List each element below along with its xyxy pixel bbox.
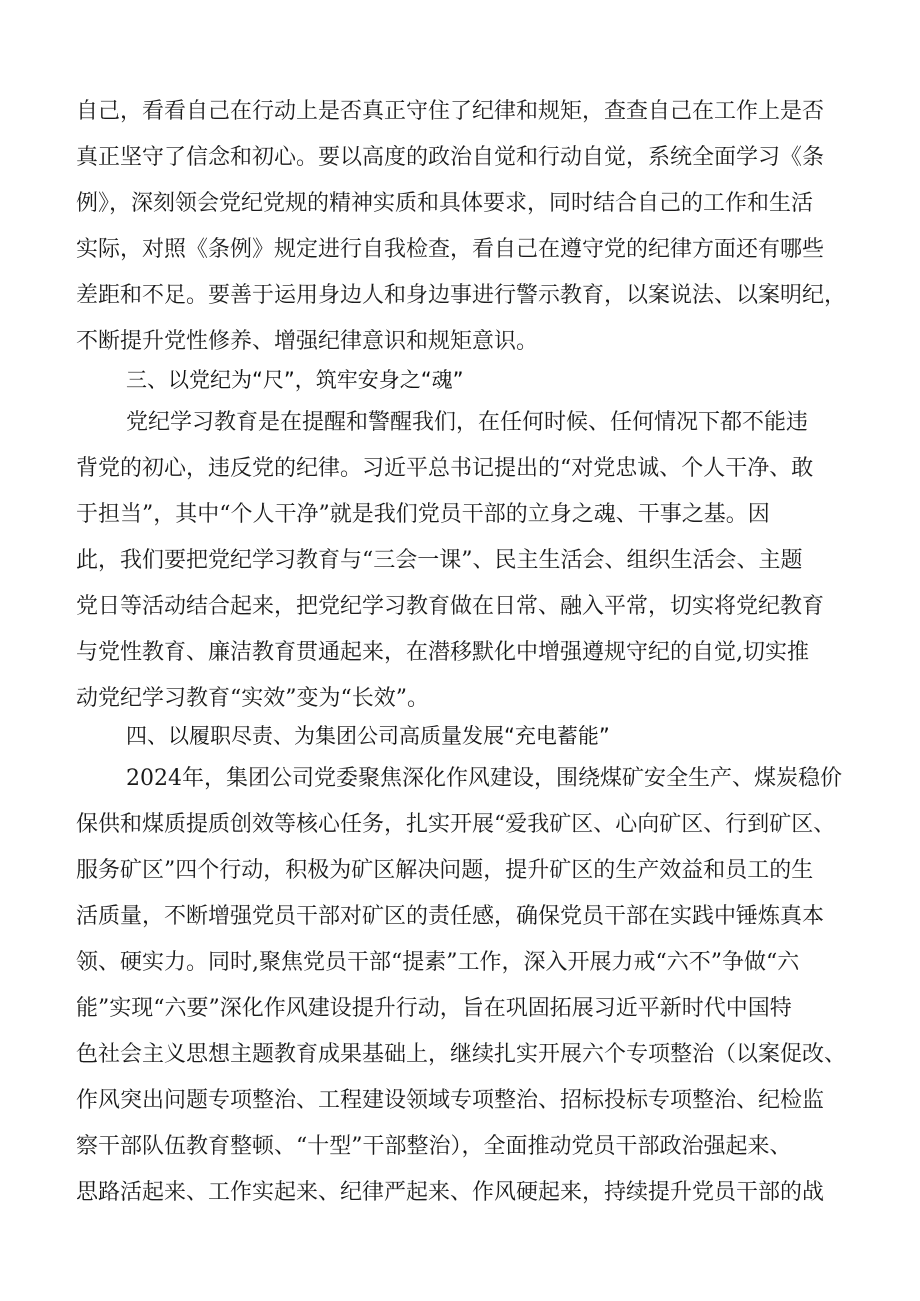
- section-heading-4: 四、以履职尽责、为集团公司高质量发展“充电蓄能”: [126, 724, 610, 748]
- paragraph-line: 领、硬实力。同时,聚焦党员干部“提素”工作，深入开展力戒“六不”争做“六: [76, 950, 800, 975]
- paragraph-line: 例》，深刻领会党纪党规的精神实质和具体要求，同时结合自己的工作和生活: [76, 191, 814, 216]
- paragraph-line: 自己，看看自己在行动上是否真正守住了纪律和规矩，查查自己在工作上是否: [76, 99, 825, 124]
- paragraph-line: 党日等活动结合起来，把党纪学习教育做在日常、融入平常，切实将党纪教育: [76, 594, 825, 619]
- paragraph-line: 差距和不足。要善于运用身边人和身边事进行警示教育，以案说法、以案明纪，: [76, 283, 847, 308]
- paragraph-line: 色社会主义思想主题教育成果基础上，继续扎实开展六个专项整治（以案促改、: [76, 1042, 847, 1067]
- paragraph-line: 作风突出问题专项整治、工程建设领域专项整治、招标投标专项整治、纪检监: [76, 1088, 825, 1113]
- paragraph-line: 服务矿区”四个行动，积极为矿区解决问题，提升矿区的生产效益和员工的生: [76, 858, 814, 883]
- paragraph-line: 活质量，不断增强党员干部对矿区的责任感，确保党员干部在实践中锤炼真本: [76, 904, 825, 929]
- paragraph-line: 2024年，集团公司党委聚焦深化作风建设，围绕煤矿安全生产、煤炭稳价: [126, 766, 842, 791]
- paragraph-line: 能”实现“六要”深化作风建设提升行动，旨在巩固拓展习近平新时代中国特: [76, 996, 792, 1021]
- paragraph-line: 动党纪学习教育“实效”变为“长效”。: [76, 686, 429, 711]
- paragraph-line: 党纪学习教育是在提醒和警醒我们，在任何时候、任何情况下都不能违: [126, 410, 809, 435]
- paragraph-line: 此，我们要把党纪学习教育与“三会一课”、民主生活会、组织生活会、主题: [76, 548, 803, 573]
- paragraph-line: 真正坚守了信念和初心。要以高度的政治自觉和行动自觉，系统全面学习《条: [76, 145, 825, 170]
- paragraph-line: 实际，对照《条例》规定进行自我检查，看自己在遵守党的纪律方面还有哪些: [76, 237, 825, 262]
- paragraph-line: 思路活起来、工作实起来、纪律严起来、作风硬起来，持续提升党员干部的战: [76, 1180, 825, 1205]
- paragraph-line: 不断提升党性修养、增强纪律意识和规矩意识。: [76, 329, 539, 354]
- paragraph-line: 背党的初心，违反党的纪律。习近平总书记提出的“对党忠诚、个人干净、敢: [76, 456, 814, 481]
- paragraph-line: 察干部队伍教育整顿、“十型”干部整治），全面推动党员干部政治强起来、: [76, 1134, 792, 1159]
- paragraph-line: 保供和煤质提质创效等核心任务，扎实开展“爱我矿区、心向矿区、行到矿区、: [76, 812, 836, 837]
- paragraph-line: 与党性教育、廉洁教育贯通起来，在潜移默化中增强遵规守纪的自觉,切实推: [76, 640, 809, 665]
- paragraph-line: 于担当”，其中“个人干净”就是我们党员干部的立身之魂、干事之基。因: [76, 502, 770, 527]
- section-heading-3: 三、以党纪为“尺”，筑牢安身之“魂”: [126, 368, 464, 392]
